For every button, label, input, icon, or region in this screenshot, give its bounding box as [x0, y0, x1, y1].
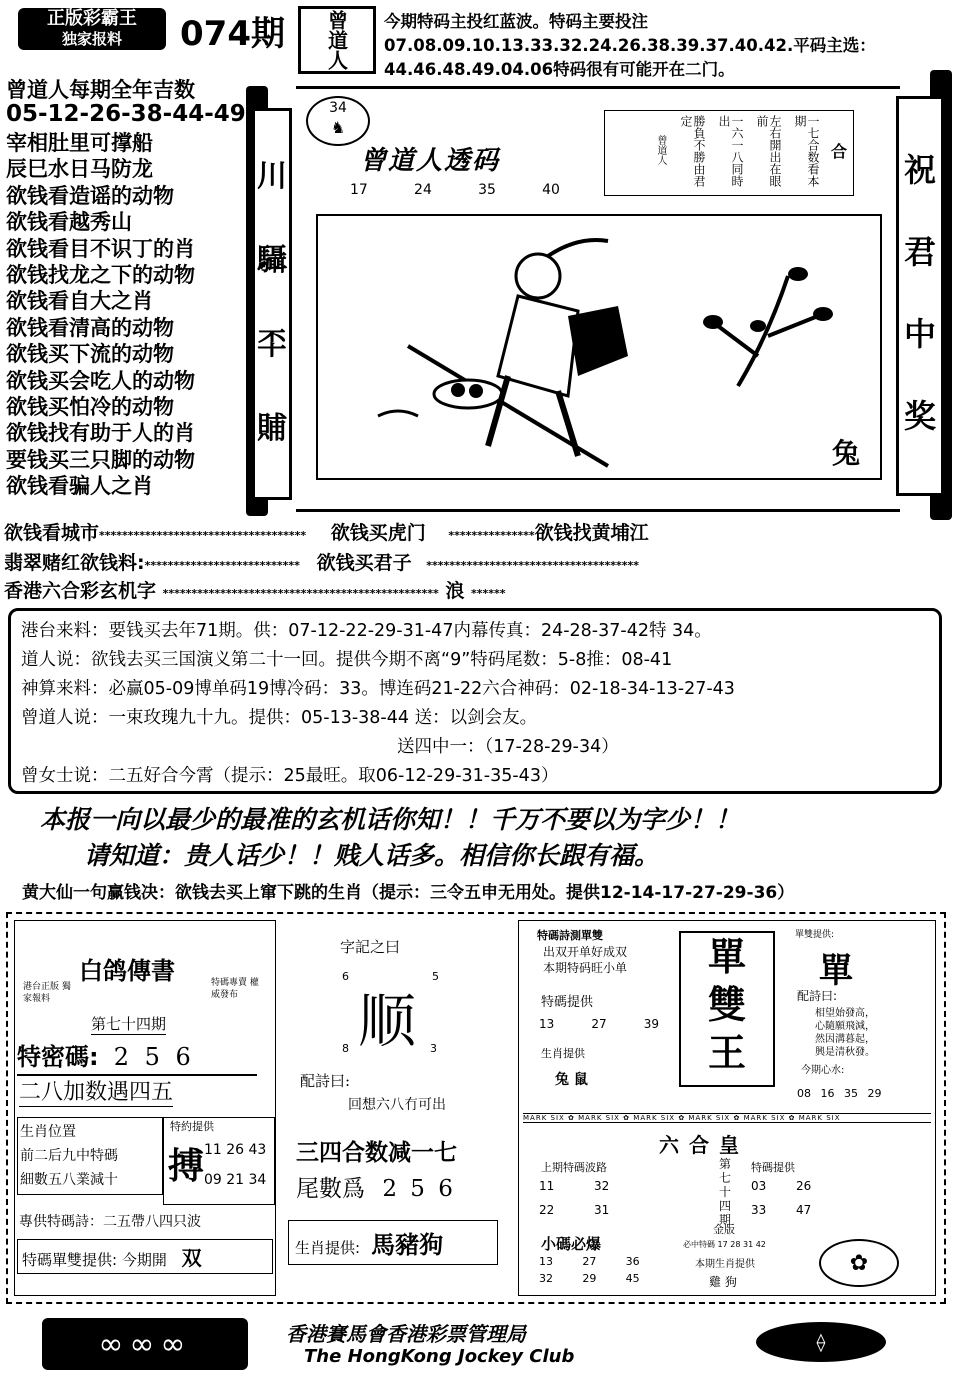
- footer-hkjc-logo: ⟠: [756, 1322, 886, 1362]
- poem-col: 勝負不勝由君定: [678, 115, 706, 187]
- mark-six-label: MARK SIX: [798, 1114, 841, 1122]
- logo-line1: 正版彩霸王: [47, 8, 137, 29]
- riddle-line: 欲钱找有助于人的肖: [6, 421, 195, 446]
- brand-logo: [18, 8, 166, 50]
- riddle-line: 欲钱看造谣的动物: [6, 183, 174, 208]
- ds-poem-title: 特碼詩測單雙: [537, 929, 603, 942]
- lhc-last-num: 22: [539, 1203, 555, 1217]
- riddle-line: 欲钱看目不识丁的肖: [6, 236, 195, 261]
- info-box: [8, 608, 942, 794]
- lhc-last-num: 31: [594, 1203, 610, 1217]
- riddle-line: 欲钱看清高的动物: [6, 315, 174, 340]
- baige-small-right: 特碼專賣 權威發布: [211, 978, 259, 1000]
- info-line: 港台来料：要钱买去年71期。供：07-12-22-29-31-47内幕传真：24-28-37-42特 34。: [21, 621, 712, 641]
- lhc-tema-label: 特碼提供: [751, 1161, 795, 1174]
- seal-text: 曾道人: [324, 10, 349, 70]
- danshuang-row: [17, 1239, 273, 1274]
- star-filler: ******: [471, 587, 506, 600]
- riddle-line: 欲钱买下流的动物: [6, 342, 174, 367]
- scroll-painting: [316, 214, 882, 480]
- star-line-answer: 欲钱买虎门: [330, 522, 426, 544]
- info-line: 道人说：欲钱去买三国演义第二十一回。提供今期不离“9”特码尾数：5-8推：08-41: [21, 650, 673, 670]
- tema-row: [17, 1037, 257, 1076]
- lhc-small-bao: 小碼必爆: [541, 1235, 602, 1253]
- ds-tema-nums: [539, 1017, 659, 1031]
- vertical-char: 㔻: [257, 327, 287, 362]
- poem-label: 合: [830, 142, 847, 161]
- zi-number: 8: [342, 1042, 349, 1055]
- shengxiao-line: 前二后九中特碼: [20, 1148, 118, 1164]
- riddle-line: 欲钱买怕冷的动物: [6, 395, 174, 420]
- te-label: 特約提供: [170, 1120, 214, 1133]
- lhc-zodiac-icons: 雞 狗: [709, 1275, 737, 1289]
- ds-right-nums: 08 16 35 29: [797, 1087, 882, 1100]
- star-line-answer: 浪: [445, 580, 465, 602]
- baige-title: 白鸽傳書: [79, 956, 175, 985]
- info-line: 送四中一：（17-28-29-34）: [397, 737, 619, 757]
- ds-tema-num: 39: [643, 1017, 659, 1031]
- zi-number: 3: [430, 1042, 437, 1055]
- vertical-char: 䝵: [257, 411, 287, 446]
- info-line: 曾女士说：二五好合今霄（提示：25最旺。取06-12-29-31-35-43）: [21, 766, 559, 786]
- mark-six-label: MARK SIX: [578, 1114, 620, 1122]
- tema-value: 2 5 6: [113, 1043, 195, 1071]
- logo-line2: 独家报料: [61, 30, 122, 48]
- zi-poem-label: 配詩曰:: [300, 1072, 351, 1090]
- star-filler: ***************: [448, 529, 535, 542]
- danshuang-label: 特碼單雙提供:: [22, 1251, 118, 1269]
- slogan-line1: 本报一向以最少的最准的玄机话你知！！千万不要以为字少！！: [40, 805, 741, 834]
- star-line-answer: 欲钱找黄埔江: [534, 522, 649, 544]
- star-filler: ***************************: [144, 559, 300, 572]
- lhc-bao-num: 45: [625, 1272, 640, 1285]
- lhc-bao-num: 29: [582, 1272, 597, 1285]
- scroll-left-banner: [252, 108, 292, 500]
- danshuang-value: 今期開: [121, 1251, 167, 1269]
- lucky-numbers: 05-12-26-38-44-49: [6, 101, 246, 127]
- lhc-tema-num: 33: [751, 1203, 767, 1217]
- lhc-last-nums: [539, 1179, 649, 1217]
- ds-sx-title: 生肖提供: [541, 1047, 585, 1060]
- star-line-label: 翡翠赌红欲钱料:: [4, 552, 145, 574]
- scroll-number: 17: [350, 182, 368, 198]
- zi-big-char: 顺: [358, 987, 417, 1055]
- slogan-line2: 请知道：贵人话少！！贱人话多。相信你长跟有福。: [84, 841, 660, 870]
- baige-small-left: 港台正版 獨家報料: [23, 982, 71, 1004]
- scroll-number: 24: [414, 182, 432, 198]
- vertical-char: 中: [903, 315, 936, 353]
- woodcutter-illustration: [318, 216, 880, 478]
- te-box: [163, 1117, 275, 1205]
- baige-poem: 專供特碼詩：二五帶八四只波: [19, 1214, 201, 1230]
- tail-value: 2 5 6: [382, 1176, 456, 1202]
- ds-right-big: 單: [819, 951, 853, 991]
- scroll-number: 35: [478, 182, 496, 198]
- scroll-title: 曾道人透码: [360, 146, 501, 176]
- ds-right-title: 單雙提供:: [795, 930, 835, 940]
- sx-value: 馬豬狗: [371, 1230, 444, 1259]
- star-line-label: 欲钱看城市: [4, 522, 100, 544]
- star-line-answer: 欲钱买君子: [316, 552, 412, 574]
- baige-line: 二八加数遇四五: [19, 1075, 173, 1107]
- lhc-bao-nums: [539, 1255, 669, 1285]
- lhc-tema-num: 26: [796, 1179, 812, 1193]
- vertical-char: 祝: [903, 151, 936, 189]
- zi-sum-line: 三四合数减一七: [296, 1140, 457, 1166]
- lhc-period: 第七十四期: [719, 1157, 732, 1227]
- mark-six-strip: MARK SIX ✿ MARK SIX ✿ MARK SIX ✿ MARK SIX ✿ MARK SIX ✿ MARK SIX: [523, 1113, 931, 1123]
- riddle-line: 欲钱看自大之肖: [6, 289, 153, 314]
- poem-col: 一六一八同時出: [716, 115, 744, 187]
- panel-danshuang: [518, 920, 936, 1296]
- riddle-line: 要钱买三只脚的动物: [6, 447, 195, 472]
- ds-right-poem-label: 配詩曰:: [797, 989, 838, 1003]
- zi-sx-row: [288, 1220, 498, 1265]
- riddle-line: 欲钱找龙之下的动物: [6, 263, 195, 288]
- lottery-emblem: ✿: [819, 1239, 899, 1287]
- scroll-zodiac: 兔: [831, 437, 860, 470]
- footer-cn: 香港賽馬會香港彩票管理局: [286, 1322, 526, 1346]
- ds-king-char: 單: [707, 934, 746, 979]
- riddle-line: 欲钱看骗人之肖: [6, 474, 153, 499]
- mark-six-label: MARK SIX: [633, 1114, 676, 1122]
- poem-sign: 曾道人: [654, 135, 666, 165]
- badge-number: 34: [329, 100, 347, 116]
- lhc-tema-num: 47: [796, 1203, 812, 1217]
- panel-baige: [14, 920, 276, 1296]
- mark-six-label: MARK SIX: [743, 1114, 786, 1122]
- lhc-zodiac-row: 本期生肖提供: [695, 1259, 755, 1270]
- scroll-numbers: [350, 182, 560, 198]
- lhc-bao-num: 32: [539, 1272, 553, 1285]
- tema-label: 特密碼:: [17, 1043, 99, 1071]
- poem-col: 左右開出在眼前: [754, 115, 782, 187]
- ds-tema-num: 13: [539, 1017, 555, 1031]
- riddle-line: 欲钱看越秀山: [6, 210, 132, 235]
- mark-six-label: MARK SIX: [523, 1114, 565, 1122]
- ds-right-poem-line: 然因溝暮起，: [815, 1034, 875, 1045]
- vertical-char: 君: [903, 233, 936, 271]
- panel-zi: [282, 920, 508, 1296]
- ds-poem-line: 本期特码旺小单: [543, 961, 628, 975]
- left-title: 曾道人每期全年吉数: [6, 78, 195, 102]
- riddle-star-line-3: [4, 576, 944, 603]
- lhc-bao-num: 36: [625, 1255, 640, 1268]
- ds-king-char: 王: [707, 1030, 746, 1075]
- te-nums: 11 26 43: [204, 1142, 267, 1158]
- shengxiao-position: [17, 1117, 163, 1195]
- ds-right-poem-line: 興是清秋發。: [815, 1047, 875, 1058]
- zi-number: 5: [432, 970, 439, 983]
- riddle-line: 宰相肚里可撑船: [6, 131, 153, 155]
- star-filler: ************************************: [99, 529, 307, 542]
- ds-poem-line: 出双开单好成双: [543, 945, 628, 959]
- ds-right-tip: 今期心水:: [801, 1065, 845, 1076]
- horse-icon: ♞: [330, 118, 346, 137]
- riddle-line: 欲钱买会吃人的动物: [6, 368, 195, 393]
- lhc-tema-num: 03: [751, 1179, 767, 1193]
- scroll-poem: [604, 110, 854, 196]
- seal-stamp: [298, 6, 376, 74]
- lhc-golden: 金版: [713, 1223, 735, 1236]
- lhc-last-num: 11: [539, 1179, 555, 1193]
- info-line: 神算来料：必赢05-09博单码19博冷码：33。博连码21-22六合神码：02-18-34-13-27-43: [21, 679, 735, 699]
- huang-daxian-line: 黄大仙一句赢钱决：欲钱去买上窜下跳的生肖（提示：三令五申无用处。提供12-14-17-27-29-36）: [22, 883, 795, 903]
- vertical-char: 䯀: [257, 243, 287, 278]
- star-filler: ************************************************: [162, 587, 439, 600]
- left-riddles: [6, 130, 195, 500]
- scroll-number: 40: [542, 182, 560, 198]
- info-line: 曾道人说：一束玫瑰九十九。提供：05-13-38-44 送：以剑会友。: [21, 708, 538, 728]
- ds-tema-num: 27: [591, 1017, 607, 1031]
- lhc-last-num: 32: [594, 1179, 610, 1193]
- zi-title: 字記之曰: [340, 938, 401, 956]
- ds-right-poem-line: 相望始發高，: [815, 1008, 875, 1019]
- lhc-bao-num: 13: [539, 1255, 553, 1268]
- tail-label: 尾數爲: [296, 1176, 365, 1202]
- ds-tema-title: 特碼提供: [541, 995, 594, 1010]
- ds-king-char: 雙: [707, 982, 746, 1027]
- lhc-last-label: 上期特碼波路: [541, 1161, 607, 1174]
- zi-tail: [296, 1170, 456, 1203]
- ds-right-poem: [815, 1007, 875, 1059]
- footer-en: The HongKong Jockey Club: [304, 1346, 575, 1367]
- zi-number: 6: [342, 970, 349, 983]
- lhc-notes: 必中特碼 17 28 31 42: [683, 1240, 766, 1249]
- riddle-line: 辰巳水日马防龙: [6, 157, 153, 182]
- lhc-title: 六合皇: [659, 1133, 749, 1157]
- ds-king-box: [679, 931, 775, 1087]
- riddle-star-line-2: [4, 548, 944, 575]
- vertical-char: 奖: [903, 397, 936, 435]
- poem-col: 一七合数看本期: [792, 115, 820, 187]
- danshuang-result: 双: [181, 1246, 202, 1270]
- baige-period: 第七十四期: [91, 1015, 167, 1033]
- issue-number: 074期: [180, 14, 285, 54]
- vertical-char: 川: [257, 159, 287, 194]
- mark-six-label: MARK SIX: [688, 1114, 731, 1122]
- te-big: 搏: [168, 1146, 205, 1187]
- top-announcement: 今期特码主投红蓝波。特码主要投注07.08.09.10.13.33.32.24.26.38.39.37.40.42.平码主选：44.46.48.49.04.06特码很有可能开在二门。: [384, 12, 876, 79]
- ds-sx-icons: 兔 鼠: [555, 1072, 588, 1088]
- shengxiao-title: 生肖位置: [20, 1124, 76, 1140]
- shengxiao-line: 細數五八業減十: [20, 1172, 118, 1188]
- scroll-right-banner: [896, 96, 944, 496]
- sx-label: 生肖提供:: [295, 1239, 361, 1257]
- te-nums: 09 21 34: [204, 1172, 267, 1188]
- lhc-bao-num: 27: [582, 1255, 597, 1268]
- ds-right-poem-line: 心隨願飛減，: [815, 1021, 875, 1032]
- star-filler: *************************************: [426, 559, 640, 572]
- riddle-star-line-1: [4, 518, 944, 545]
- horse-badge: [306, 96, 370, 146]
- star-line-label: 香港六合彩玄机字: [4, 580, 157, 602]
- footer-knot-logo: ∞∞∞: [42, 1318, 248, 1370]
- lhc-tema-nums: [751, 1179, 841, 1217]
- zi-poem: 回想六八冇可出: [348, 1097, 446, 1113]
